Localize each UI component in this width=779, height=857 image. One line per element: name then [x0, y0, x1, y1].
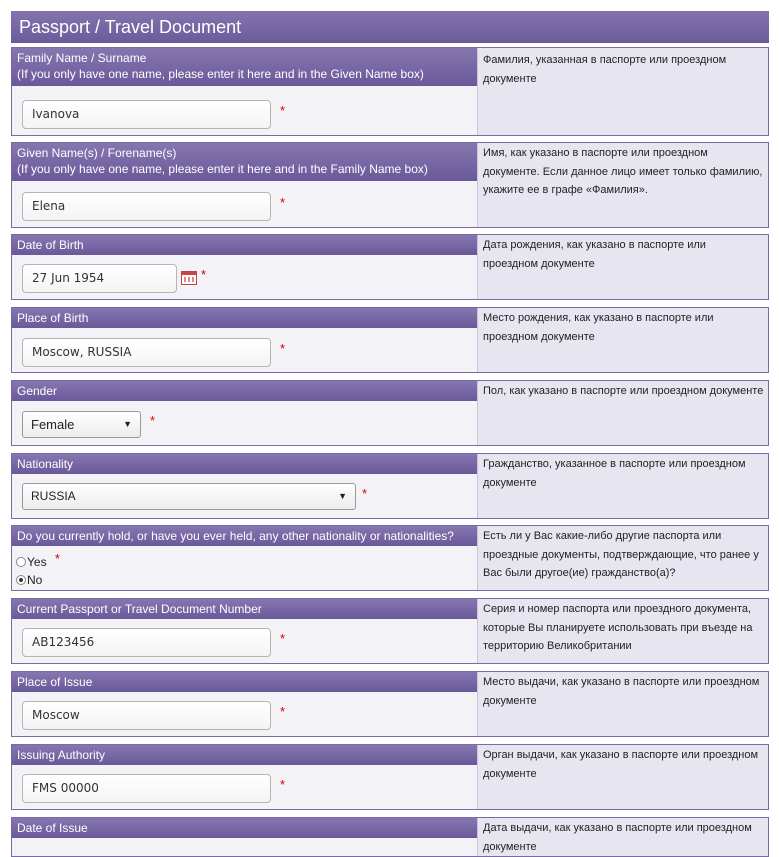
- help-text: Орган выдачи, как указано в паспорте или проездном документе: [477, 745, 768, 809]
- label-title: Given Name(s) / Forename(s): [17, 146, 177, 160]
- required-marker: *: [280, 777, 286, 792]
- section-left: [12, 48, 477, 135]
- field-label: Place of Issue: [12, 672, 477, 692]
- field-label: Nationality: [12, 454, 477, 474]
- section-passport-number: [11, 598, 769, 664]
- field-label: Place of Birth: [12, 308, 477, 328]
- radio-no-label: No: [27, 573, 43, 587]
- required-marker: *: [362, 486, 368, 501]
- gender-select[interactable]: [22, 411, 141, 438]
- section-place-of-birth: [11, 307, 769, 373]
- help-text: Серия и номер паспорта или проездного документа, которые Вы планируете использовать при въезде на территорию Великобритании: [477, 599, 768, 663]
- chevron-down-icon: ▼: [123, 419, 132, 429]
- section-issuing-authority: [11, 744, 769, 810]
- help-text: Имя, как указано в паспорте или проездном документе. Если данное лицо имеет только фамилию, укажите ее в графе «Фамилия».: [477, 143, 768, 227]
- field-label: Do you currently hold, or have you ever held, any other nationality or nationalities?: [12, 526, 477, 546]
- section-place-of-issue: [11, 671, 769, 737]
- section-date-of-issue: [11, 817, 769, 857]
- section-left: [12, 599, 477, 663]
- place-of-issue-input[interactable]: Moscow: [22, 701, 271, 730]
- radio-yes[interactable]: [16, 557, 26, 567]
- section-given-name: [11, 142, 769, 228]
- field-label: Date of Birth: [12, 235, 477, 255]
- section-left: [12, 381, 477, 445]
- field-label: Date of Issue: [12, 818, 477, 838]
- help-text: Пол, как указано в паспорте или проездном документе: [477, 381, 768, 445]
- section-left: [12, 308, 477, 372]
- calendar-icon[interactable]: [181, 271, 197, 285]
- label-hint: (If you only have one name, please enter it here and in the Given Name box): [17, 67, 424, 81]
- radio-yes-label: Yes: [27, 555, 47, 569]
- help-text: Место рождения, как указано в паспорте или проездном документе: [477, 308, 768, 372]
- required-marker: *: [280, 103, 286, 118]
- section-left: [12, 235, 477, 299]
- section-family-name: [11, 47, 769, 136]
- help-text: Дата рождения, как указано в паспорте или проездном документе: [477, 235, 768, 299]
- section-nationality: [11, 453, 769, 519]
- help-text: Есть ли у Вас какие-либо другие паспорта или проездные документы, подтверждающие, что ранее у Вас были другое(ие) гражданство(а)?: [477, 526, 768, 590]
- help-text: Дата выдачи, как указано в паспорте или проездном документе: [477, 818, 768, 856]
- label-hint: (If you only have one name, please enter it here and in the Family Name box): [17, 162, 428, 176]
- field-label: [12, 48, 477, 86]
- page-title: Passport / Travel Document: [11, 11, 769, 43]
- section-left: [12, 454, 477, 518]
- section-left: [12, 526, 477, 590]
- field-label: Gender: [12, 381, 477, 401]
- field-label: Issuing Authority: [12, 745, 477, 765]
- field-label: [12, 143, 477, 181]
- place-of-birth-input[interactable]: Moscow, RUSSIA: [22, 338, 271, 367]
- radio-no[interactable]: [16, 575, 26, 585]
- gender-selected-value: Female: [31, 417, 75, 432]
- help-text: Место выдачи, как указано в паспорте или проездном документе: [477, 672, 768, 736]
- date-of-birth-input[interactable]: 27 Jun 1954: [22, 264, 177, 293]
- issuing-authority-input[interactable]: FMS 00000: [22, 774, 271, 803]
- help-text: Гражданство, указанное в паспорте или проездном документе: [477, 454, 768, 518]
- section-gender: [11, 380, 769, 446]
- passport-number-input[interactable]: AB123456: [22, 628, 271, 657]
- section-left: [12, 143, 477, 227]
- section-date-of-birth: [11, 234, 769, 300]
- family-name-input[interactable]: Ivanova: [22, 100, 271, 129]
- nationality-select[interactable]: [22, 483, 356, 510]
- required-marker: *: [54, 551, 60, 566]
- nationality-selected-value: RUSSIA: [31, 489, 76, 503]
- required-marker: *: [280, 704, 286, 719]
- section-left: [12, 818, 477, 856]
- chevron-down-icon: ▼: [338, 491, 347, 501]
- section-other-nationality: [11, 525, 769, 591]
- help-text: Фамилия, указанная в паспорте или проездном документе: [477, 48, 768, 135]
- required-marker: *: [280, 195, 286, 210]
- radio-option-no[interactable]: [16, 572, 42, 588]
- required-marker: *: [201, 267, 207, 282]
- field-label: Current Passport or Travel Document Number: [12, 599, 477, 619]
- required-marker: *: [150, 413, 156, 428]
- radio-option-yes[interactable]: [16, 551, 60, 570]
- section-left: [12, 672, 477, 736]
- given-name-input[interactable]: Elena: [22, 192, 271, 221]
- section-left: [12, 745, 477, 809]
- required-marker: *: [280, 341, 286, 356]
- label-title: Family Name / Surname: [17, 51, 147, 65]
- required-marker: *: [280, 631, 286, 646]
